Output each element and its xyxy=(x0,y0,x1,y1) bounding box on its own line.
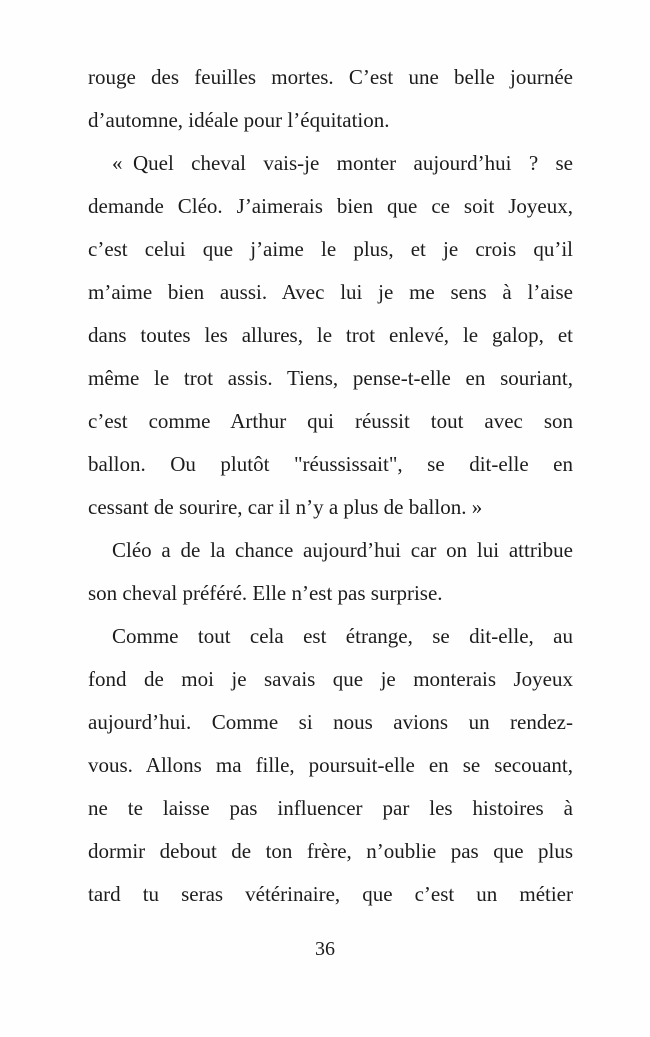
text-line: aujourd’hui. Comme si nous avions un rendez- xyxy=(88,710,573,734)
text-line: d’automne, idéale pour l’équitation. xyxy=(88,108,390,132)
text-line: son cheval préféré. Elle n’est pas surprise. xyxy=(88,581,443,605)
text-line: tard tu seras vétérinaire, que c’est un métier xyxy=(88,882,573,906)
text-line: vous. Allons ma fille, poursuit-elle en se secouant, xyxy=(88,753,573,777)
text-line: dans toutes les allures, le trot enlevé, le galop, et xyxy=(88,323,573,347)
page-text xyxy=(88,56,573,916)
text-line: demande Cléo. J’aimerais bien que ce soit Joyeux, xyxy=(88,194,573,218)
text-line: c’est comme Arthur qui réussit tout avec son xyxy=(88,409,573,433)
text-line: même le trot assis. Tiens, pense-t-elle en souriant, xyxy=(88,366,573,390)
text-line: cessant de sourire, car il n’y a plus de ballon. » xyxy=(88,495,483,519)
text-line: Cléo a de la chance aujourd’hui car on lui attribue xyxy=(112,538,573,562)
page-number: 36 xyxy=(315,938,335,960)
text-line: Comme tout cela est étrange, se dit-elle, au xyxy=(112,624,573,648)
text-line: ne te laisse pas influencer par les histoires à xyxy=(88,796,573,820)
text-line: m’aime bien aussi. Avec lui je me sens à l’aise xyxy=(88,280,573,304)
text-line: « Quel cheval vais-je monter aujourd’hui ? se xyxy=(112,151,573,175)
text-line: ballon. Ou plutôt "réussissait", se dit-elle en xyxy=(88,452,573,476)
text-line: fond de moi je savais que je monterais Joyeux xyxy=(88,667,573,691)
text-line: rouge des feuilles mortes. C’est une belle journée xyxy=(88,65,573,89)
text-line: dormir debout de ton frère, n’oublie pas que plus xyxy=(88,839,573,863)
text-line: c’est celui que j’aime le plus, et je crois qu’il xyxy=(88,237,573,261)
